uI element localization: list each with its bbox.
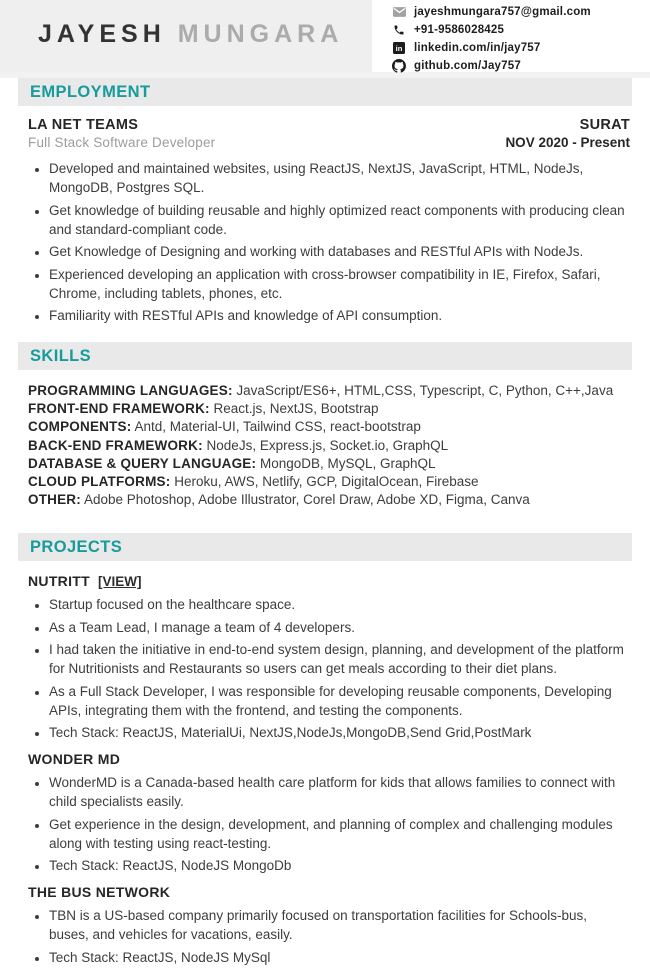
bullet-item: • Get Knowledge of Designing and working with databases and RESTful APIs with NodeJs. [49, 242, 630, 261]
projects-section [28, 573, 630, 967]
skill-label: PROGRAMMING LANGUAGES: [28, 383, 233, 398]
bullet-item: • Tech Stack: ReactJS, MaterialUi, NextJS,NodeJs,MongoDB,Send Grid,PostMark [49, 723, 630, 742]
company-name: LA NET TEAMS [28, 117, 139, 133]
job-header-row [28, 117, 630, 133]
section-title-skills: SKILLS [30, 346, 92, 365]
skill-value: JavaScript/ES6+, HTML,CSS, Typescript, C, Python, C++,Java [236, 383, 614, 398]
project-view-link[interactable]: [VIEW] [97, 574, 142, 590]
bullet-item: • I had taken the initiative in end-to-end system design, planning, and development of the platform for Nutritionists and Restaurants so users can get meals according to their diet plans. [49, 640, 630, 678]
svg-text:in: in [395, 44, 403, 53]
bullet-item: • Startup focused on the healthcare space. [49, 595, 630, 614]
project-bullets [28, 595, 630, 742]
skill-value: Heroku, AWS, Netlify, GCP, DigitalOcean, Firebase [174, 474, 479, 490]
skill-row [28, 455, 630, 473]
skill-row [28, 382, 630, 400]
linkedin-text[interactable]: linkedin.com/in/jay757 [414, 42, 541, 54]
skill-row [28, 437, 630, 455]
email-icon [392, 5, 406, 19]
contact-list [392, 4, 591, 74]
bullet-item: • Developed and maintained websites, using ReactJS, NextJS, JavaScript, HTML, NodeJs, MongoDB, Postgres SQL. [49, 159, 630, 197]
skill-label: OTHER: [28, 492, 81, 508]
skill-value: NodeJs, Express.js, Socket.io, GraphQL [206, 437, 449, 453]
bullet-item: • Tech Stack: ReactJS, NodeJS MongoDb [49, 856, 630, 875]
bullet-item: • Tech Stack: ReactJS, NodeJS MySql [49, 948, 630, 967]
github-icon [392, 59, 406, 73]
contact-phone [392, 22, 591, 38]
contact-github [392, 58, 591, 74]
bullet-item: • Get knowledge of building reusable and highly optimized react components with producing clean and standard-compliant code. [49, 201, 630, 239]
project-wonder-md [28, 751, 630, 875]
project-nutritt [28, 573, 630, 742]
bullet-item: • Experienced developing an application with cross-browser compatibility in IE, Firefox, Safari, Chrome, including tablets, phones, etc. [49, 265, 630, 303]
section-bar-projects [18, 533, 632, 561]
project-bullets [28, 773, 630, 875]
skill-row [28, 491, 630, 509]
contact-email [392, 4, 591, 20]
project-name: NUTRITT [28, 573, 90, 590]
skill-value: Antd, Material-UI, Tailwind CSS, react-bootstrap [134, 419, 421, 435]
first-name: JAYESH [38, 20, 166, 48]
employment-section [28, 117, 630, 325]
project-header [28, 751, 630, 767]
project-name: WONDER MD [28, 751, 121, 768]
job-role: Full Stack Software Developer [28, 135, 216, 150]
job-subheader-row [28, 135, 630, 150]
project-header [28, 573, 630, 589]
section-title-projects: PROJECTS [30, 537, 123, 556]
bullet-item: • WonderMD is a Canada-based health care platform for kids that allows families to connect with child specialists easily. [49, 773, 630, 811]
skill-label: CLOUD PLATFORMS: [28, 474, 171, 490]
skill-label: DATABASE & QUERY LANGUAGE: [28, 455, 257, 471]
section-bar-employment [18, 78, 632, 106]
project-bullets [28, 906, 630, 967]
bullet-item: • As a Team Lead, I manage a team of 4 developers. [49, 618, 630, 637]
job-location: SURAT [579, 117, 630, 133]
skill-row [28, 473, 630, 491]
page-title [38, 20, 343, 49]
project-header [28, 884, 630, 900]
skill-label: BACK-END FRAMEWORK: [28, 437, 203, 453]
employment-bullets [28, 159, 630, 325]
last-name: MUNGARA [177, 20, 344, 48]
skill-value: Adobe Photoshop, Adobe Illustrator, Corel Draw, Adobe XD, Figma, Canva [83, 492, 530, 508]
skill-label: FRONT-END FRAMEWORK: [28, 401, 210, 417]
job-dates: NOV 2020 - Present [505, 135, 630, 150]
email-text[interactable]: jayeshmungara757@gmail.com [414, 6, 591, 18]
project-name: THE BUS NETWORK [28, 884, 171, 901]
skill-value: MongoDB, MySQL, GraphQL [259, 455, 436, 471]
bullet-item: • As a Full Stack Developer, I was responsible for developing reusable components, Developing APIs, integrating them with the frontend, and testing the components. [49, 682, 630, 720]
project-the-bus-network [28, 884, 630, 967]
header [0, 0, 650, 72]
bullet-item: • Familiarity with RESTful APIs and knowledge of API consumption. [49, 306, 630, 325]
linkedin-icon [392, 41, 406, 55]
bullet-item: • Get experience in the design, development, and planning of complex and challenging modules along with testing using react-testing. [49, 815, 630, 853]
section-bar-skills [18, 342, 632, 370]
skill-value: React.js, NextJS, Bootstrap [213, 401, 379, 417]
skill-label: COMPONENTS: [28, 419, 132, 435]
contact-linkedin [392, 40, 591, 56]
skills-section [28, 382, 630, 509]
github-text[interactable]: github.com/Jay757 [414, 60, 521, 72]
skill-row [28, 418, 630, 436]
phone-text: +91-9586028425 [414, 24, 505, 36]
skill-row [28, 400, 630, 418]
phone-icon [392, 23, 406, 37]
section-title-employment: EMPLOYMENT [30, 82, 151, 101]
bullet-item: • TBN is a US-based company primarily focused on transportation facilities for Schools-bus, buses, and vehicles for vacations, easily. [49, 906, 630, 944]
